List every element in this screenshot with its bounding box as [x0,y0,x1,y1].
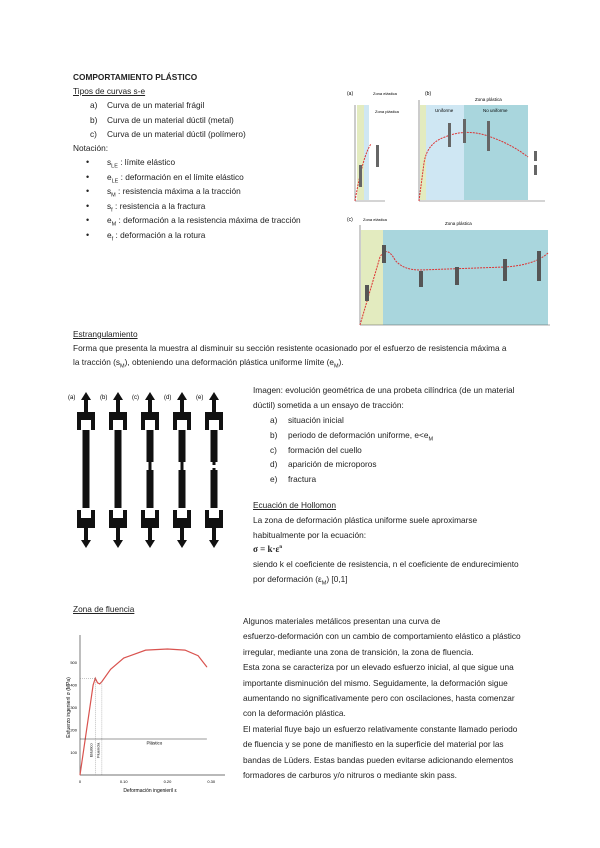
paragraph-line: Esta zona se caracteriza por un elevado esfuerzo inicial, al que sigue una [243,662,514,673]
subscript: LE [111,163,118,170]
specimen-evolution-figure [64,390,244,560]
y-tick-label: 400 [70,682,77,688]
data-point [167,649,168,650]
imagen-line2: dúctil) sometida a un ensayo de tracción: [253,400,404,410]
list-item [288,445,362,455]
subscript: LE [111,178,119,185]
notacion-heading: Notación: [73,143,109,153]
estrangulamiento-line2 [73,357,344,370]
y-tick-label: 200 [70,727,77,733]
y-tick-label: 500 [70,660,77,665]
zona-plastica-label-c: Zona plástica [445,221,472,226]
text: la tracción (s [73,357,121,367]
list-item: Curva de un material dúctil (polímero) [107,129,246,139]
text: ). [338,357,344,367]
item-text: fractura [288,474,317,485]
hollomon-line3: siendo k el coeficiente de resistencia, n el coeficiente de endurecimiento [253,559,519,569]
list-marker: c) [270,444,277,455]
data-point [80,775,81,776]
specimen-label: (c) [132,395,139,401]
symbol: s [107,186,112,196]
uniforme-label: Uniforme [435,108,454,113]
specimen-1 [77,392,95,548]
page-title: COMPORTAMIENTO PLÁSTICO [73,72,198,82]
list-marker: a) [270,415,278,425]
notation-item [107,157,175,170]
list-item [288,474,316,484]
x-tick-label: 0.10 [119,779,128,784]
definition: : límite elástico [117,157,176,167]
hollomon-line4 [253,574,348,587]
paragraph-line: formadores de carburos y/o nitruros o mediante skin pass. [243,770,457,780]
notation-item [107,186,241,199]
estrangulamiento-heading: Estrangulamiento [73,329,138,339]
text: ) [0,1] [326,574,348,584]
notation-item [107,201,205,214]
specimen-3 [141,392,159,548]
definition: : deformación a la rotura [113,229,206,240]
x-tick-label: 0 [78,779,82,784]
estrangulamiento-line1: Forma que presenta la muestra al disminuir su sección resistente ocasionado por el esfuerzo de resistencia máxima a [73,343,507,353]
subscript: M [120,363,125,370]
region-label: Elástico [88,743,94,758]
equation-exponent: n [279,545,283,550]
symbol: e [107,215,112,225]
paragraph-line: esfuerzo-deformación con un cambio de comportamiento elástico a plástico [243,631,521,642]
symbol: e [107,229,112,240]
paragraph-line: de fluencia y se pone de manifiesto en la superficie del material por las [243,739,504,750]
panel-a-curve [355,105,385,201]
paragraph-line: Algunos materiales metálicos presentan una curva de [243,616,441,626]
data-point [97,682,98,683]
zona-elastica-label-a: Zona elástica [373,91,397,96]
list-marker: a) [90,100,98,110]
list-item [288,415,344,425]
item-text: situación inicial [288,415,344,425]
symbol: e [107,171,112,182]
x-tick-label: 0.30 [207,779,216,784]
specimen-label: (e) [196,395,204,401]
definition: : deformación en el límite elástico [118,171,244,182]
list-item: Curva de un material dúctil (metal) [107,114,234,125]
item-text: formación del cuello [288,444,362,455]
list-item [288,430,433,443]
list-marker: b) [270,429,278,440]
tipos-heading: Tipos de curvas s-e [73,86,146,96]
specimen-4 [173,392,191,548]
symbol: s [107,157,112,167]
list-marker: e) [270,474,278,485]
definition: : resistencia a la fractura [112,200,206,211]
paragraph-line: irregular, mediante una zona de transición, la zona de fluencia. [243,646,474,657]
paragraph-line: El material fluye bajo un esfuerzo relativamente constante llamado periodo [243,723,518,734]
list-item [288,459,377,469]
subscript: f [111,207,113,214]
subscript: M [111,192,116,199]
data-point [93,685,94,686]
specimen-5 [205,392,223,548]
specimen-label: (a) [68,395,76,401]
x-tick-label: 0.20 [163,779,172,784]
list-marker: c) [90,129,97,139]
data-point [198,655,199,656]
yield-zone-chart [62,625,232,795]
y-tick-label: 100 [70,750,77,755]
list-marker: d) [270,459,278,470]
zona-plastica-label-b: Zona plástica [475,97,502,102]
panel-b-label: (b) [425,91,432,97]
paragraph-line: importante disminución del mismo. Seguidamente, la deformación sigue [243,677,508,688]
subscript: M [321,580,327,587]
subscript: M [111,221,117,228]
data-point [206,667,207,668]
subscript: M [428,436,434,443]
item-text: aparición de microporos [288,459,377,470]
panel-a-label: (a) [347,91,354,97]
symbol: s [107,200,112,211]
notation-item [107,172,244,185]
definition: : resistencia máxima a la tracción [115,186,241,196]
region-label: Fluencia [95,742,101,758]
y-axis-label: Esfuerzo ingenieril σ (MPa) [66,677,72,738]
panel-b-curve [419,100,545,201]
no-uniforme-label: No uniforme [483,108,508,113]
fluencia-heading: Zona de fluencia [73,604,135,614]
hollomon-heading: Ecuación de Hollomon [253,500,337,510]
y-tick-label: 300 [70,705,77,710]
zona-elastica-label-c: Zona elástica [363,217,387,222]
region-label: Plástico [146,740,163,746]
data-point [185,650,186,651]
stress-strain-curves-figure [345,85,557,330]
data-point [145,650,146,651]
data-point [99,683,100,684]
hollomon-equation [253,544,282,554]
specimen-2 [109,392,127,548]
hollomon-line2: habitualmente por la ecuación: [253,530,367,540]
paragraph-line: con la deformación plástica. [243,708,346,719]
hollomon-line1: La zona de deformación plástica uniforme suele aproximarse [253,515,478,525]
definition: : deformación a la resistencia máxima de tracción [116,215,301,225]
subscript: M [334,363,339,370]
item-text: periodo de deformación uniforme, e<e [288,429,429,440]
specimen-label: (b) [100,395,108,401]
notation-item [107,215,301,228]
panel-c-curve [360,225,550,325]
text: por deformación (ε [253,574,322,584]
text: ), obteniendo una deformación plástica uniforme límite (e [124,357,335,367]
zona-plastica-label-a: Zona plástica [375,109,399,114]
x-axis-label: Deformación ingenieril ε [123,788,177,794]
specimen-label: (d) [164,395,172,401]
data-point [123,658,124,659]
subscript: f [111,236,114,243]
paragraph-line: bandas de Lüders. Estas bandas pueden evitarse adicionando elementos [243,754,514,765]
paragraph-line: aumentando no significativamente pero con oscilaciones, hasta comenzar [243,693,515,703]
imagen-line1: Imagen: evolución geométrica de una probeta cilíndrica (de un material [253,385,515,395]
data-point [110,669,111,670]
equation-text: σ = k·ε [253,544,280,554]
list-marker: b) [90,114,98,125]
list-item: Curva de un material frágil [107,100,205,110]
panel-c-label: (c) [347,217,353,223]
notation-item [107,230,205,243]
